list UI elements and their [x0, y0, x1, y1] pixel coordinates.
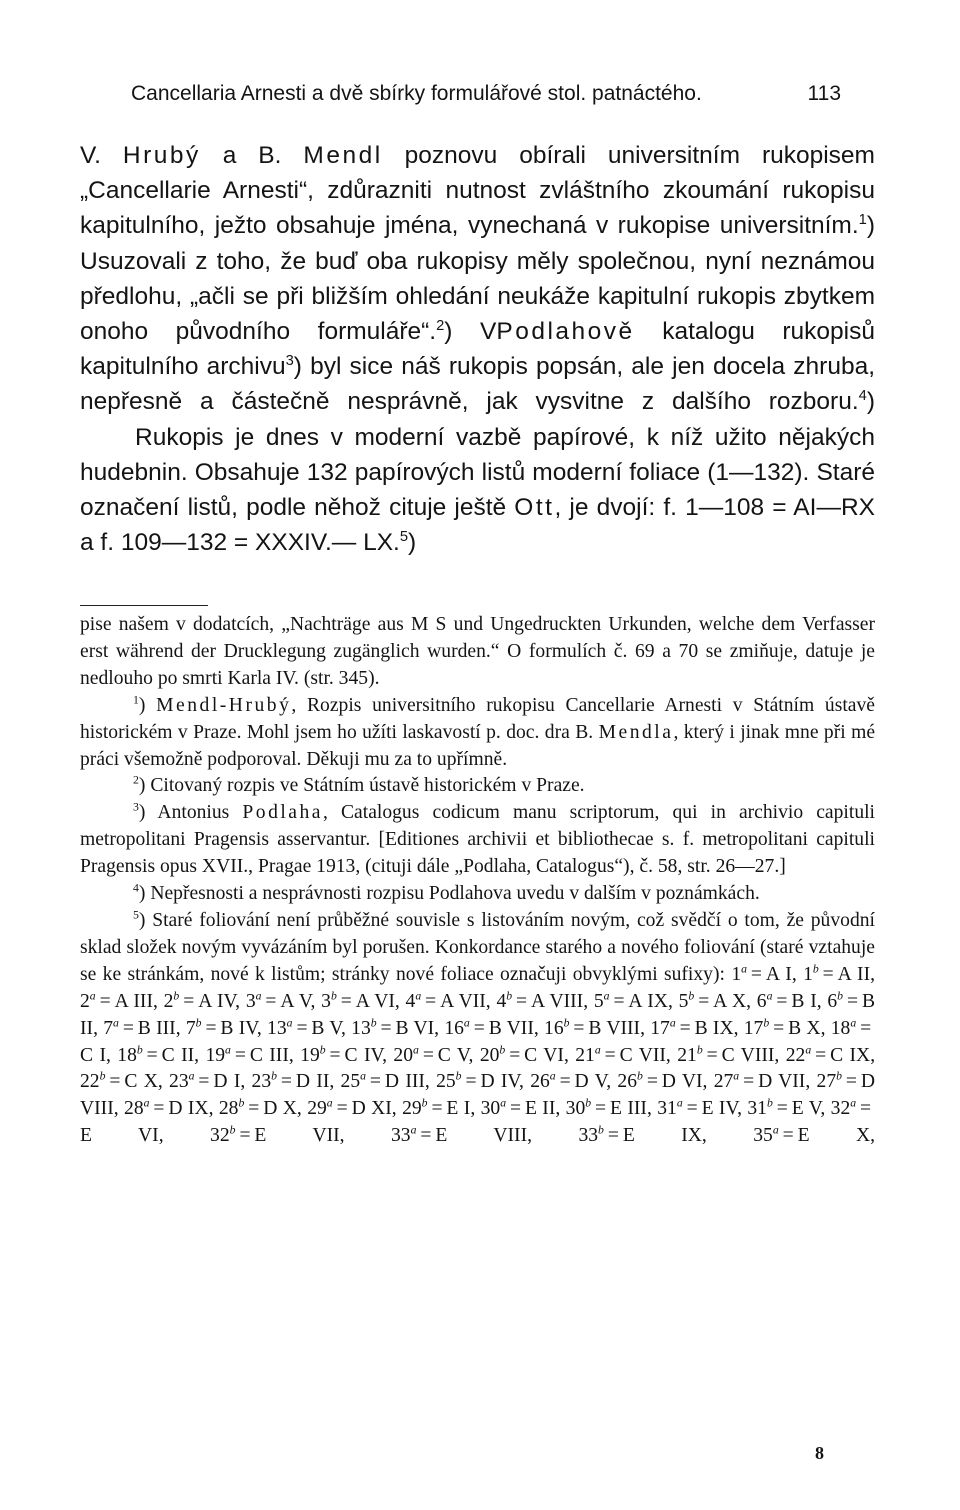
concordance-entry: $28^b = D$ X — [218, 1096, 297, 1120]
concordance-entry: $20^b = C$ VI — [479, 1042, 564, 1066]
concordance-entry: $30^a = E$ II — [480, 1096, 556, 1120]
footnote-continuation: pise našem v dodatcích, „Nachträge aus M S und Ungedruckten Urkunden, welche dem Verfasser erst während der Drucklegung zugänglich wurden.“ O formulích č. 69 a 70 se zmiňuje, datuje je nedlouho po smrti Karla IV. (str. 345). — [80, 614, 875, 689]
concordance-entry: $7^a = B$ III — [103, 1016, 176, 1039]
concordance-entry: $28^a = D$ IX — [124, 1096, 209, 1120]
footnote-ref: 1 — [858, 212, 867, 229]
concordance-entry: $29^b = E$ I — [402, 1096, 471, 1120]
footnote-4: $^4$) Nepřesnosti a nesprávnosti rozpisu Podlahova uvedu v dalším v poznámkách. — [133, 881, 760, 905]
concordance-entry: $35^a = E$ X — [753, 1123, 871, 1147]
footnote-5: $^5$) Staré foliování není průběžné souvisle s listováním novým, což svědčí o tom, že původní sklad složek novým vyvázáním byl porušen. Konkordance starého a nového foliování (staré vztahuje se ke stránkám, nové k listům; stránky nové foliace označuji obvyklými sufixy): $1^a = A$ I, $1^b = A$ II, $2^a = A$ III, $2^b = A$ IV, $3^a = A$ V, $3^b = A$ VI, $4^a = A$ VII, $4^b = A$ VIII, $5^a = A$ IX, $5^b = A$ X, $6^a = B$ I, $6^b = B$ II, $7^a = B$ III, $7^b = B$ IV, $13^a = B$ V, $13^b = B$ VI, $16^a = B$ VII, $16^b = B$ VIII, $17^a = B$ IX, $17^b = B$ X, $18^a = C$ I, $18^b = C$ II, $19^a = C$ III, $19^b = C$ IV, $20^a = C$ V, $20^b = C$ VI, $21^a = C$ VII, $21^b = C$ VIII, $22^a = C$ IX, $22^b = C$ X, $23^a = D$ I, $23^b = D$ II, $25^a = D$ III, $25^b = D$ IV, $26^a = D$ V, $26^b = D$ VI, $27^a = D$ VII, $27^b = D$ VIII, $28^a = D$ IX, $28^b = D$ X, $29^a = D$ XI, $29^b = E$ I, $30^a = E$ II, $30^b = E$ III, $31^a = E$ IV, $31^b = E$ V, $32^a = E$ VI, $32^b = E$ VII, $33^a = E$ VIII, $33^b = E$ IX, $35^a = E$ X, — [80, 908, 876, 1147]
footnote-ref: 4 — [858, 388, 867, 405]
concordance-entry: $26^a = D$ V — [530, 1069, 607, 1093]
concordance-entry: $23^b = D$ II — [251, 1069, 330, 1093]
running-header — [131, 82, 841, 112]
concordance-entry: $26^b = D$ VI — [617, 1069, 703, 1093]
concordance-entry: $6^b = B$ II — [80, 989, 876, 1039]
concordance-entry: $5^b = A$ X — [678, 989, 747, 1012]
concordance-entry: $19^a = C$ III — [205, 1042, 289, 1066]
concordance-entry: $29^a = D$ XI — [307, 1096, 392, 1120]
concordance-entry: $33^a = E$ VIII — [390, 1123, 528, 1147]
concordance-entry: $6^a = B$ I — [756, 989, 817, 1012]
concordance-entry: $3^b = A$ VI — [321, 989, 395, 1012]
concordance-entry: $27^a = D$ VII — [713, 1069, 806, 1093]
paragraph-2: Rukopis je dnes v moderní vazbě papírové, k níž užito nějakých hudebnin. Obsahuje 132 papírových listů moderní foliace (1—132). Staré označení listů, podle něhož cituje ještě Ott, je dvojí: f. 1—108 = AI—RX a f. 109—132 = XXXIV.— LX.$^5$) — [80, 423, 875, 557]
concordance-entry: $4^b = A$ VIII — [496, 989, 584, 1012]
concordance-entry: $23^a = D$ I — [169, 1069, 241, 1093]
footnotes — [80, 612, 875, 1150]
author-name: Mendl — [303, 142, 383, 169]
footnote-ref: 2 — [436, 317, 445, 334]
concordance-entry: $32^a = E$ VI — [80, 1096, 876, 1147]
footnote-ref: 5 — [399, 529, 409, 546]
running-title: Cancellaria Arnesti a dvě sbírky formulářové stol. patnáctého. — [131, 82, 702, 105]
concordance-entry: $20^a = C$ V — [393, 1042, 469, 1066]
main-text — [80, 138, 875, 560]
concordance-entry: $5^a = A$ IX — [593, 989, 668, 1012]
concordance-entry: $17^b = B$ X — [743, 1016, 821, 1039]
concordance-entry: $18^a = C$ I — [80, 1016, 876, 1066]
concordance-entry: $27^b = D$ VIII — [80, 1069, 876, 1120]
concordance-entry: $21^a = C$ VII — [575, 1042, 666, 1066]
footnote-2: $^2$) Citovaný rozpis ve Státním ústavě historickém v Praze. — [133, 773, 585, 797]
concordance-entry: $30^b = E$ III — [565, 1096, 647, 1120]
concordance-entry: $17^a = B$ IX — [650, 1016, 734, 1039]
concordance-entry: $22^a = C$ IX — [785, 1042, 871, 1066]
concordance-entry: $4^a = A$ VII — [405, 989, 486, 1012]
paragraph-1: V. Hrubý a B. Mendl poznovu obírali universitním rukopisem „Cancellarie Arnesti“, zdůrazniti nutnost zvláštního zkoumání rukopisu kapitulního, ježto obsahuje jména, vynechaná v rukopise universitním.$^1$) Usuzovali z toho, že buď oba rukopisy měly společnou, nyní neznámou předlohu, „ačli se při bližším ohledání neukáže kapitulní rukopis zbytkem onoho původního formuláře“.$^2$) VPodlahově katalogu rukopisů kapitulního archivu$^3$) byl sice náš rukopis popsán, ale jen docela zhruba, nepřesně a částečně nesprávně, jak vysvitne z dalšího rozboru.$^4$) — [80, 142, 876, 416]
concordance-entry: $25^a = D$ III — [340, 1069, 425, 1093]
footnote-rule — [80, 605, 208, 606]
concordance-entry: $3^a = A$ V — [245, 989, 311, 1012]
concordance-list: $1^a = A$ I, $1^b = A$ II, $2^a = A$ III, $2^b = A$ IV, $3^a = A$ V, $3^b = A$ VI, $4^a = A$ VII, $4^b = A$ VIII, $5^a = A$ IX, $5^b = A$ X, $6^a = B$ I, $6^b = B$ II, $7^a = B$ III, $7^b = B$ IV, $13^a = B$ V, $13^b = B$ VI, $16^a = B$ VII, $16^b = B$ VIII, $17^a = B$ IX, $17^b = B$ X, $18^a = C$ I, $18^b = C$ II, $19^a = C$ III, $19^b = C$ IV, $20^a = C$ V, $20^b = C$ VI, $21^a = C$ VII, $21^b = C$ VIII, $22^a = C$ IX, $22^b = C$ X, $23^a = D$ I, $23^b = D$ II, $25^a = D$ III, $25^b = D$ IV, $26^a = D$ V, $26^b = D$ VI, $27^a = D$ VII, $27^b = D$ VIII, $28^a = D$ IX, $28^b = D$ X, $29^a = D$ XI, $29^b = E$ I, $30^a = E$ II, $30^b = E$ III, $31^a = E$ IV, $31^b = E$ V, $32^a = E$ VI, $32^b = E$ VII, $33^a = E$ VIII, $33^b = E$ IX, $35^a = E$ X, — [80, 962, 876, 1147]
concordance-entry: $31^a = E$ IV — [657, 1096, 738, 1120]
concordance-entry: $13^b = B$ VI — [351, 1016, 435, 1039]
concordance-entry: $33^b = E$ IX — [578, 1123, 702, 1147]
concordance-entry: $16^a = B$ VII — [444, 1016, 534, 1039]
concordance-entry: $25^b = D$ IV — [436, 1069, 520, 1093]
concordance-entry: $32^b = E$ VII — [210, 1123, 340, 1147]
concordance-entry: $2^b = A$ IV — [163, 989, 236, 1012]
concordance-entry: $16^b = B$ VIII — [544, 1016, 641, 1039]
concordance-entry: $2^a = A$ III — [80, 989, 153, 1012]
concordance-entry: $22^b = C$ X — [80, 1069, 158, 1093]
footnote-1: $^1$) Mendl-Hrubý, Rozpis universitního rukopisu Cancellarie Arnesti v Státním ústavě historickém v Praze. Mohl jsem ho užíti laskavostí p. doc. dra B. Mendla, který i jinak mne při mé práci všemožně podporoval. Děkuji mu za to upřímně. — [80, 693, 876, 770]
concordance-entry: $7^b = B$ IV — [185, 1016, 257, 1039]
footnote-ref: 3 — [285, 353, 294, 370]
concordance-entry: $13^a = B$ V — [267, 1016, 341, 1039]
signature-mark: 8 — [815, 1443, 824, 1463]
concordance-entry: $1^a = A$ I — [731, 962, 792, 985]
concordance-entry: $18^b = C$ II — [117, 1042, 195, 1066]
concordance-entry: $21^b = C$ VIII — [677, 1042, 775, 1066]
footnote-3: $^3$) Antonius Podlaha, Catalogus codicum manu scriptorum, qui in archivio capituli metropolitani Pragensis asservantur. [Editiones archivii et bibliothecae s. f. metropolitani capituli Pragensis opus XVII., Pragae 1913, (cituji dále „Podlaha, Catalogus“), č. 58, str. 26—27.] — [80, 800, 876, 878]
author-name: Hrubý — [122, 142, 201, 169]
concordance-entry: $19^b = C$ IV — [300, 1042, 383, 1066]
concordance-entry: $1^b = A$ II — [803, 962, 871, 985]
page-number: 113 — [807, 82, 841, 105]
author-name: Ott — [514, 494, 555, 522]
author-name: Podlahově — [496, 318, 635, 346]
concordance-entry: $31^b = E$ V — [747, 1096, 821, 1120]
